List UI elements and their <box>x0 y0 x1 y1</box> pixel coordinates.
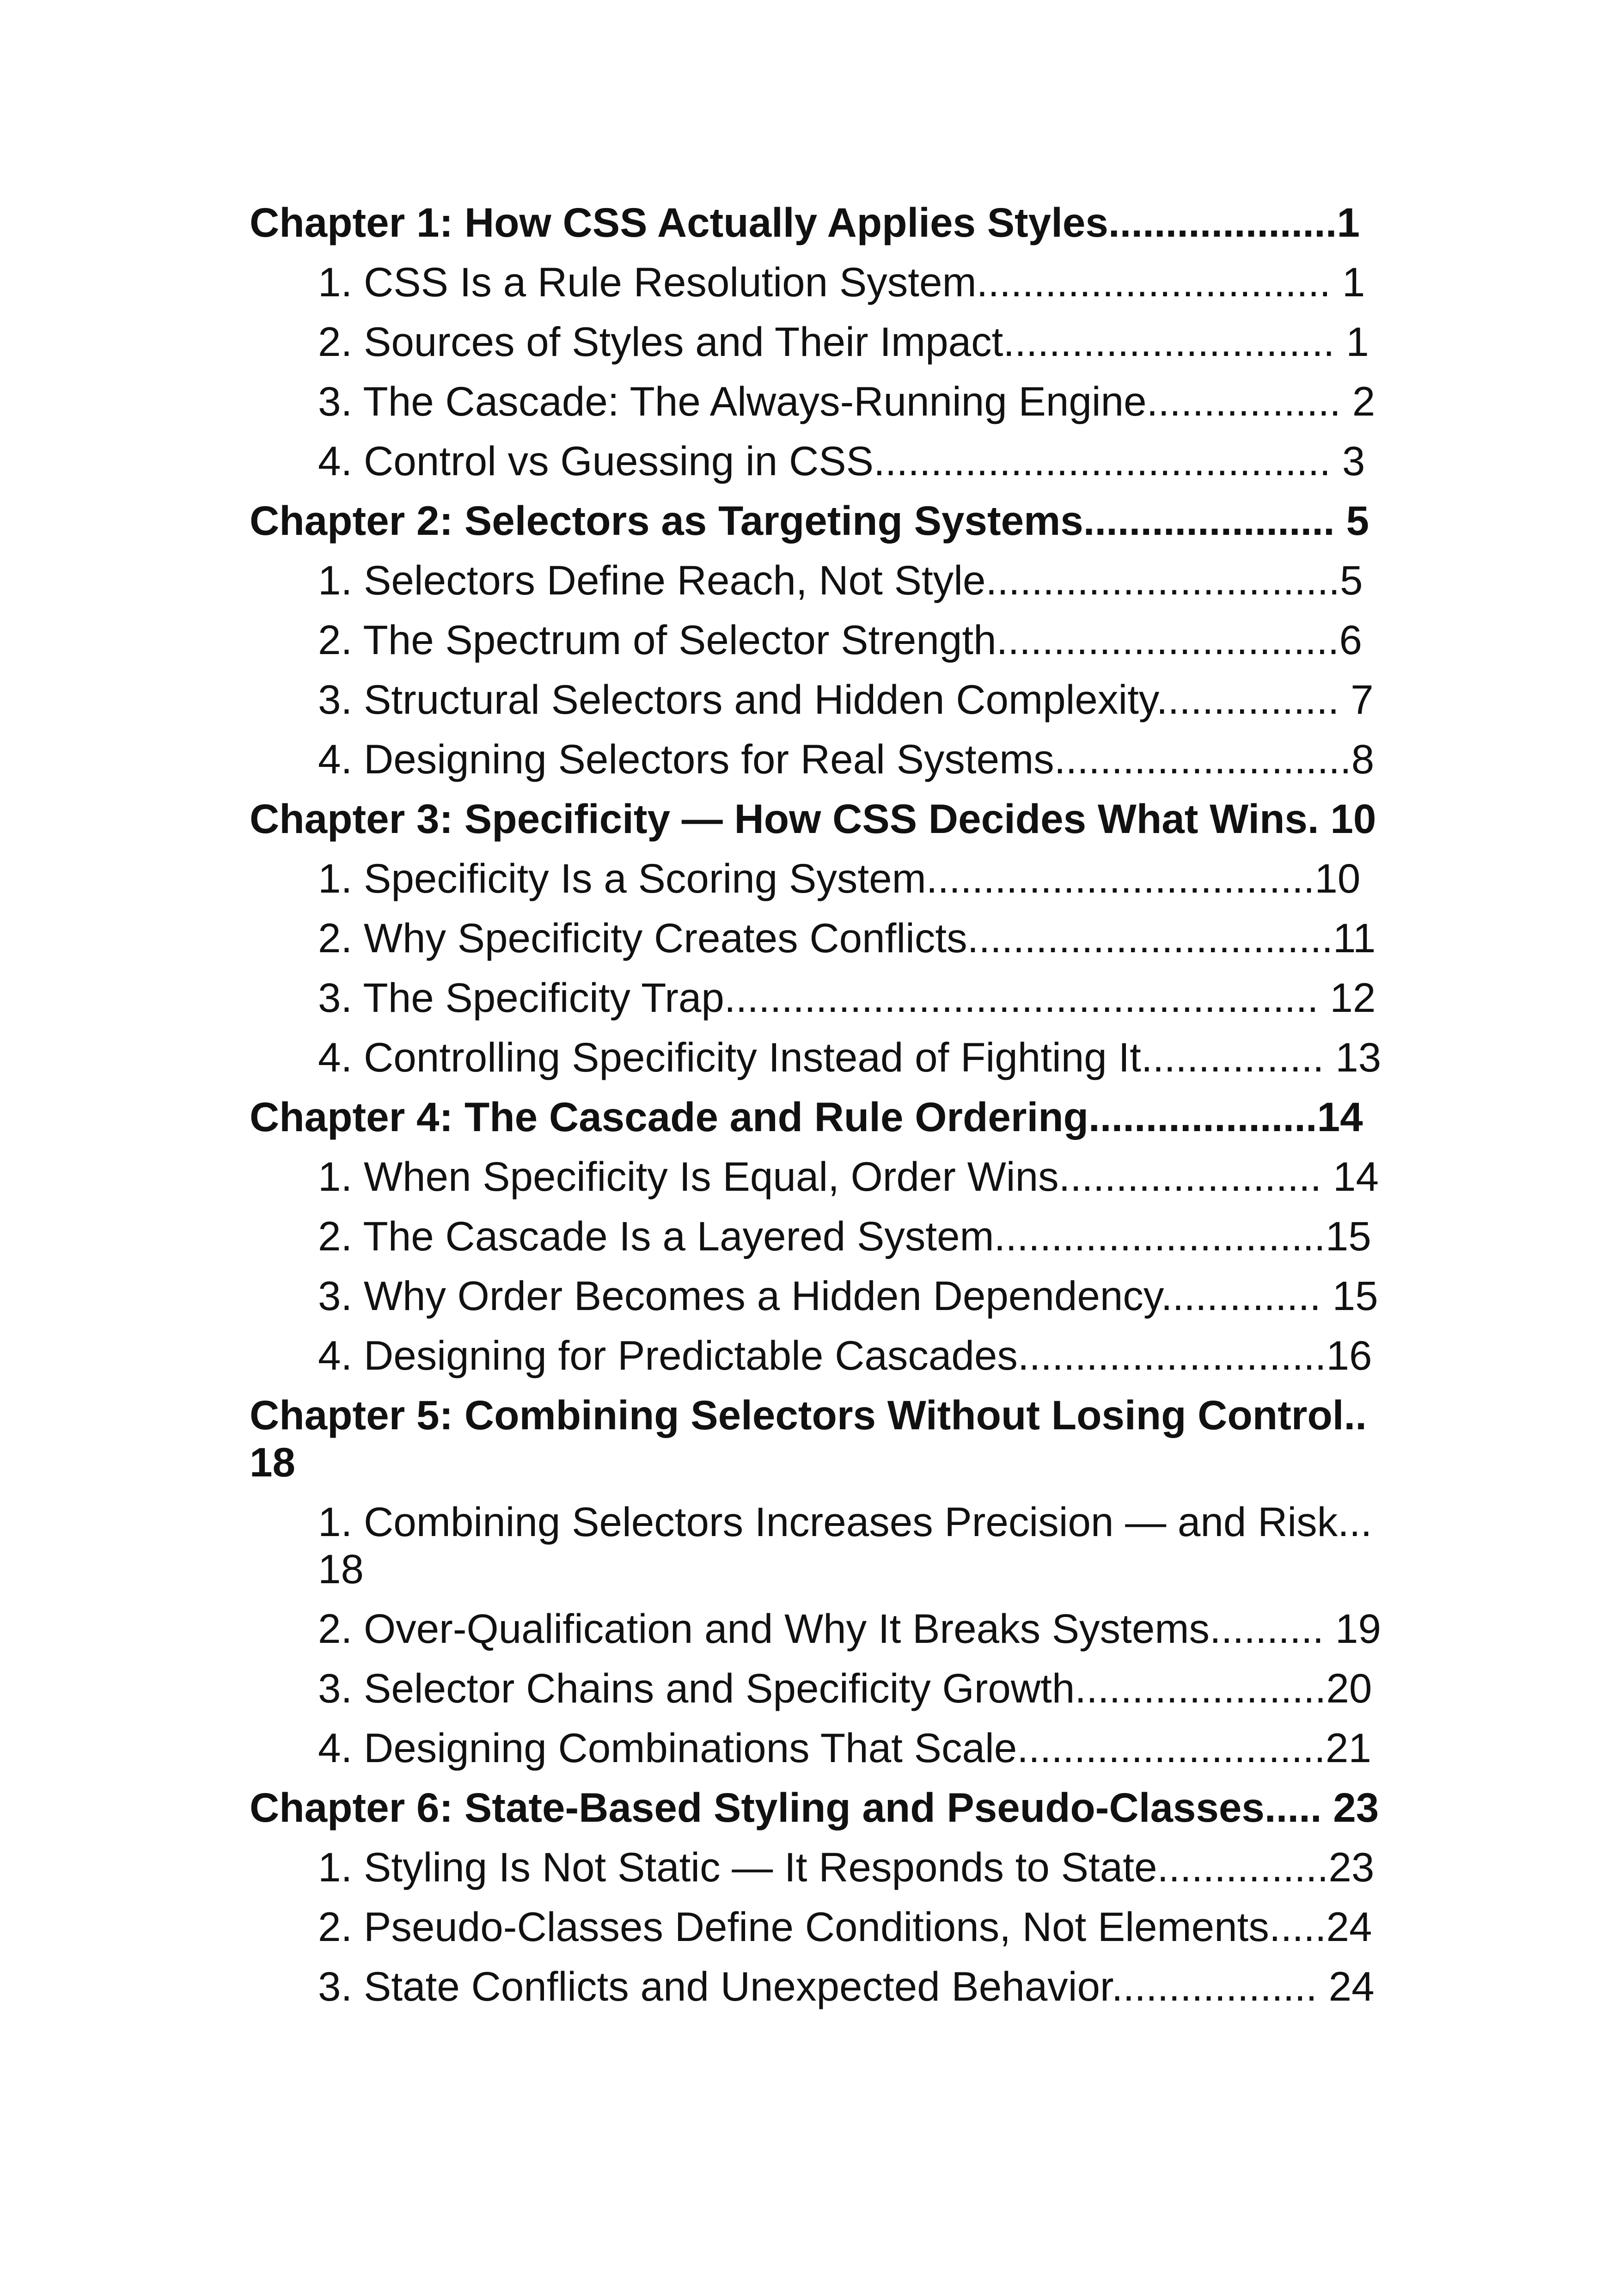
toc-section-1-1: 1. CSS Is a Rule Resolution System............................... 1 <box>318 259 1365 305</box>
toc-section-2-2: 2. The Spectrum of Selector Strength..............................6 <box>318 617 1362 663</box>
toc-section-4-4: 4. Designing for Predictable Cascades...........................16 <box>318 1332 1372 1378</box>
toc-section-1-4: 4. Control vs Guessing in CSS........................................ 3 <box>318 438 1365 484</box>
toc-section-3-3: 3. The Specificity Trap.................................................... 12 <box>318 974 1376 1021</box>
toc-section-1-2: 2. Sources of Styles and Their Impact............................. 1 <box>318 318 1369 365</box>
toc-section-6-1: 1. Styling Is Not Static — It Responds to State...............23 <box>318 1844 1375 1890</box>
toc-chapter-5: Chapter 5: Combining Selectors Without Losing Control.. 18 <box>250 1392 1378 1485</box>
toc-section-2-3: 3. Structural Selectors and Hidden Complexity................ 7 <box>318 676 1374 722</box>
toc-section-2-1: 1. Selectors Define Reach, Not Style...............................5 <box>318 557 1363 603</box>
toc-section-4-3: 3. Why Order Becomes a Hidden Dependency.............. 15 <box>318 1273 1378 1319</box>
toc-chapter-4: Chapter 4: The Cascade and Rule Ordering....................14 <box>250 1094 1363 1140</box>
table-of-contents <box>250 199 1405 2022</box>
toc-section-6-2: 2. Pseudo-Classes Define Conditions, Not Elements.....24 <box>318 1904 1372 1950</box>
toc-section-5-2: 2. Over-Qualification and Why It Breaks Systems.......... 19 <box>318 1605 1382 1652</box>
toc-section-1-3: 3. The Cascade: The Always-Running Engine................. 2 <box>318 378 1376 424</box>
toc-section-2-4: 4. Designing Selectors for Real Systems..........................8 <box>318 736 1375 782</box>
toc-section-3-2: 2. Why Specificity Creates Conflicts................................11 <box>318 915 1376 961</box>
toc-section-5-4: 4. Designing Combinations That Scale...........................21 <box>318 1725 1371 1771</box>
toc-section-3-4: 4. Controlling Specificity Instead of Fighting It................ 13 <box>318 1034 1382 1080</box>
toc-section-4-2: 2. The Cascade Is a Layered System.............................15 <box>318 1213 1371 1259</box>
toc-chapter-1: Chapter 1: How CSS Actually Applies Styles....................1 <box>250 199 1360 245</box>
toc-section-3-1: 1. Specificity Is a Scoring System..................................10 <box>318 855 1361 901</box>
toc-chapter-6: Chapter 6: State-Based Styling and Pseudo-Classes..... 23 <box>250 1784 1379 1831</box>
toc-chapter-2: Chapter 2: Selectors as Targeting Systems...................... 5 <box>250 497 1369 544</box>
toc-section-5-3: 3. Selector Chains and Specificity Growth......................20 <box>318 1665 1372 1711</box>
toc-section-6-3: 3. State Conflicts and Unexpected Behavior.................. 24 <box>318 1963 1375 2009</box>
toc-chapter-3: Chapter 3: Specificity — How CSS Decides What Wins. 10 <box>250 796 1376 842</box>
toc-section-4-1: 1. When Specificity Is Equal, Order Wins....................... 14 <box>318 1153 1379 1200</box>
toc-section-5-1: 1. Combining Selectors Increases Precision — and Risk... 18 <box>318 1499 1384 1592</box>
